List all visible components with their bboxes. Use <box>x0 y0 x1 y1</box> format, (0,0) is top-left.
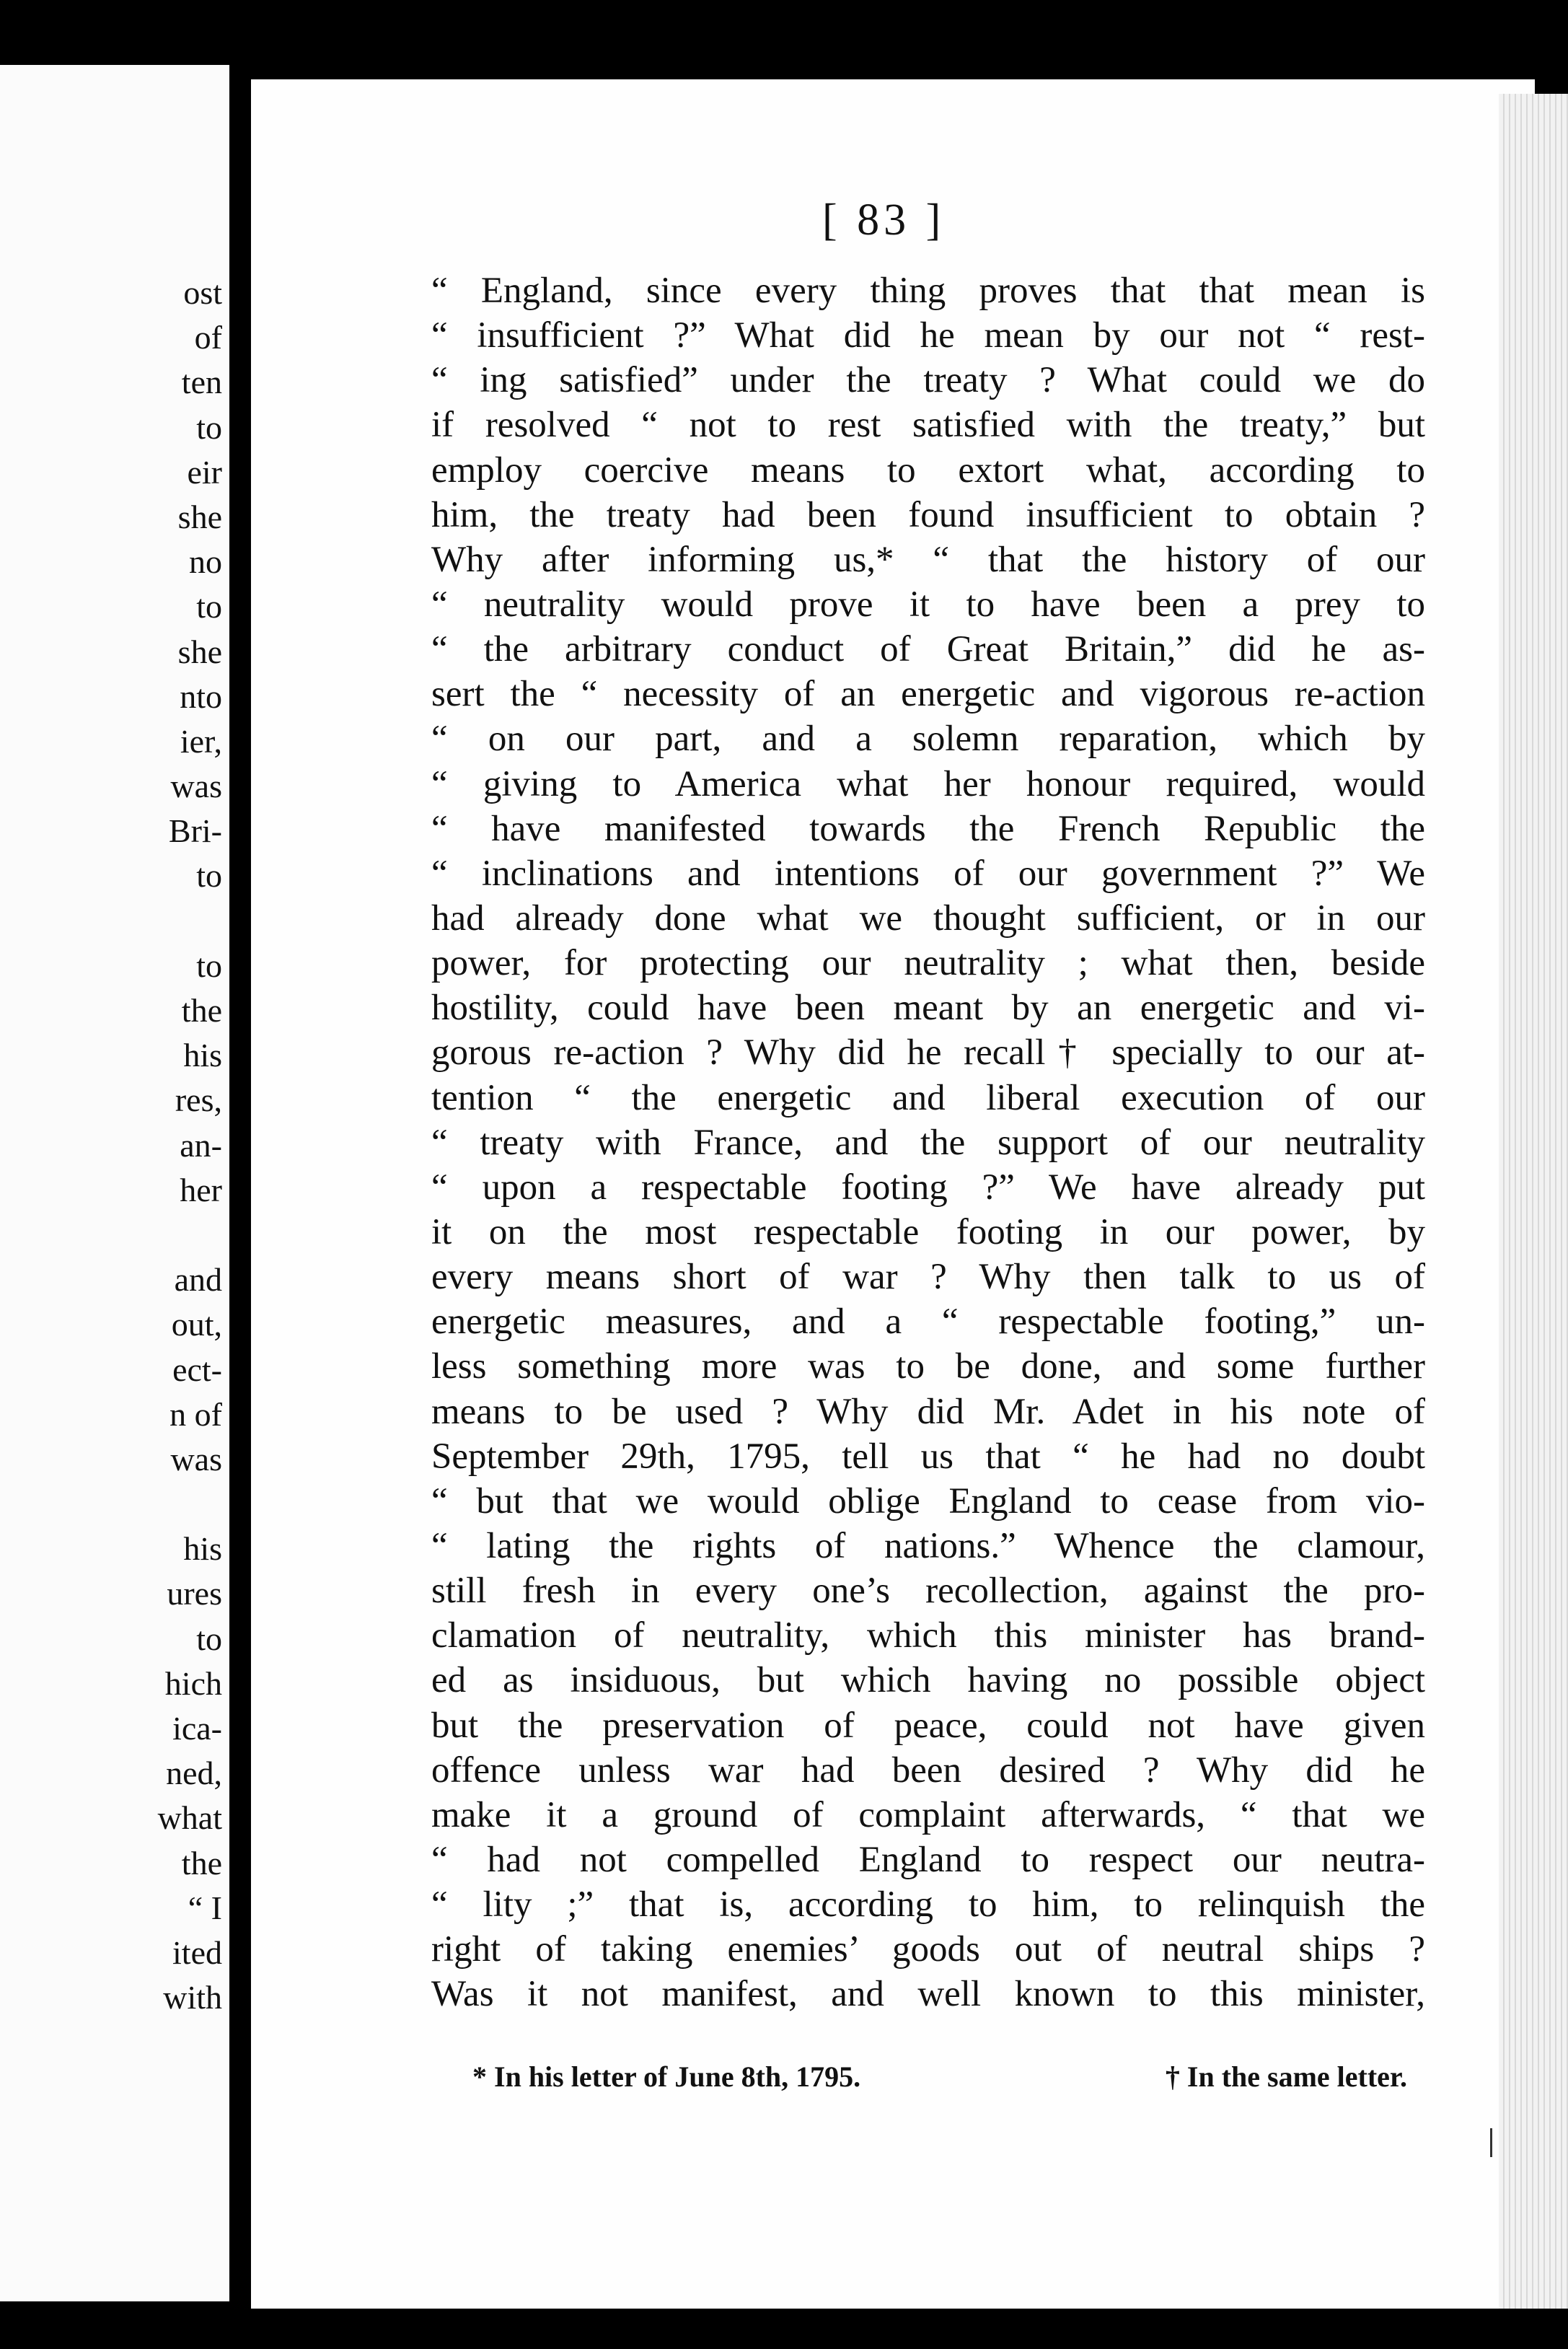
text-line: him, the treaty had been found insufficient to obtain ? <box>431 494 1425 535</box>
page-number: [ 83 ] <box>822 196 946 245</box>
facing-page-fragment: his <box>183 1530 222 1568</box>
facing-page-text-fragments <box>158 271 222 2020</box>
facing-page-fragment: to <box>196 947 222 984</box>
facing-page-fragment: with <box>163 1979 222 2016</box>
text-line: “ giving to America what her honour required, would <box>431 763 1425 804</box>
text-line: “ have manifested towards the French Republic the <box>431 808 1425 849</box>
text-line: make it a ground of complaint afterwards, “ that we <box>431 1794 1425 1835</box>
facing-page-left <box>0 65 229 2301</box>
text-line: means to be used ? Why did Mr. Adet in his note of <box>431 1391 1425 1432</box>
facing-page-fragment: n of <box>169 1395 222 1433</box>
text-line: sert the “ necessity of an energetic and vigorous re-action <box>431 674 1425 715</box>
facing-page-fragment: res, <box>175 1081 222 1119</box>
facing-page-fragment: an- <box>180 1126 222 1164</box>
text-line: but the preservation of peace, could not have given <box>431 1705 1425 1746</box>
facing-page-fragment: of <box>194 319 222 356</box>
facing-page-fragment: his <box>183 1037 222 1074</box>
text-line: September 29th, 1795, tell us that “ he had no doubt <box>431 1436 1425 1477</box>
facing-page-fragment: what <box>157 1799 222 1837</box>
facing-page-fragment: hich <box>164 1664 222 1702</box>
facing-page-fragment: was <box>170 768 222 805</box>
facing-page-fragment: the <box>181 992 222 1029</box>
book-gutter <box>229 0 251 2349</box>
text-line: employ coercive means to extort what, according to <box>431 449 1425 491</box>
text-line: “ treaty with France, and the support of our neutrality <box>431 1122 1425 1163</box>
text-line: “ lating the rights of nations.” Whence the clamour, <box>431 1525 1425 1566</box>
edge-mark <box>1490 2128 1492 2157</box>
text-line: “ on our part, and a solemn reparation, which by <box>431 719 1425 760</box>
text-line: had already done what we thought sufficient, or in our <box>431 897 1425 939</box>
text-line: offence unless war had been desired ? Why did he <box>431 1749 1425 1791</box>
text-line: Was it not manifest, and well known to this minister, <box>431 1974 1425 2015</box>
text-line: “ but that we would oblige England to cease from vio- <box>431 1480 1425 1522</box>
footnotes <box>472 2060 1407 2094</box>
text-line: “ England, since every thing proves that that mean is <box>431 271 1425 311</box>
facing-page-fragment: ect- <box>172 1351 222 1388</box>
facing-page-fragment: and <box>174 1261 222 1299</box>
text-line: gorous re-action ? Why did he recall† specially to our at- <box>431 1032 1425 1073</box>
text-line: clamation of neutrality, which this minister has brand- <box>431 1615 1425 1656</box>
text-line: every means short of war ? Why then talk to us of <box>431 1257 1425 1298</box>
facing-page-fragment: to <box>196 1620 222 1657</box>
text-line: energetic measures, and a “ respectable footing,” un- <box>431 1301 1425 1343</box>
facing-page-fragment: ten <box>181 364 222 401</box>
facing-page-fragment: Bri- <box>168 812 222 850</box>
text-line: it on the most respectable footing in our power, by <box>431 1211 1425 1252</box>
text-line: “ neutrality would prove it to have been a prey to <box>431 584 1425 625</box>
facing-page-fragment: her <box>180 1171 222 1208</box>
facing-page-fragment: eir <box>187 453 222 491</box>
facing-page-fragment: ier, <box>180 722 222 760</box>
text-line: tention “ the energetic and liberal execution of our <box>431 1077 1425 1118</box>
facing-page-fragment: ited <box>172 1933 222 1971</box>
facing-page-fragment: to <box>196 857 222 895</box>
page-edges <box>1499 94 1568 2316</box>
facing-page-fragment <box>158 1482 222 1527</box>
text-line: “ the arbitrary conduct of Great Britain,” did he as- <box>431 629 1425 670</box>
text-line: Why after informing us,* “ that the history of our <box>431 539 1425 580</box>
facing-page-fragment: ost <box>183 274 222 311</box>
facing-page-fragment: out, <box>171 1306 222 1343</box>
facing-page-fragment: the <box>181 1844 222 1882</box>
body-text <box>431 268 1425 2016</box>
text-line: power, for protecting our neutrality ; what then, beside <box>431 943 1425 984</box>
facing-page-fragment: to <box>196 588 222 625</box>
text-line: hostility, could have been meant by an energetic and vi- <box>431 988 1425 1029</box>
text-line: “ upon a respectable footing ?” We have already put <box>431 1167 1425 1208</box>
facing-page-fragment: no <box>189 543 222 581</box>
facing-page-fragment: ures <box>167 1575 222 1612</box>
footnote-right: † In the same letter. <box>1165 2060 1407 2093</box>
text-line: “ had not compelled England to respect our neutra- <box>431 1839 1425 1880</box>
text-line: less something more was to be done, and some further <box>431 1346 1425 1387</box>
scan-background-bottom <box>0 2309 1568 2349</box>
text-line: right of taking enemies’ goods out of neutral ships ? <box>431 1929 1425 1970</box>
text-line: “ insufficient ?” What did he mean by our not “ rest- <box>431 315 1425 356</box>
facing-page-fragment <box>158 899 222 944</box>
text-line: still fresh in every one’s recollection, against the pro- <box>431 1571 1425 1612</box>
facing-page-fragment: was <box>170 1440 222 1478</box>
text-line: “ lity ;” that is, according to him, to relinquish the <box>431 1884 1425 1926</box>
text-line: “ inclinations and intentions of our government ?” We <box>431 853 1425 894</box>
text-line: ed as insiduous, but which having no possible object <box>431 1660 1425 1701</box>
facing-page-fragment: ned, <box>166 1755 222 1792</box>
facing-page-fragment: ica- <box>172 1710 222 1747</box>
text-line: if resolved “ not to rest satisfied with the treaty,” but <box>431 405 1425 446</box>
facing-page-fragment: to <box>196 408 222 446</box>
facing-page-fragment: “ I <box>188 1889 222 1926</box>
text-line: “ ing satisfied” under the treaty ? What could we do <box>431 360 1425 401</box>
facing-page-fragment: she <box>177 633 222 670</box>
facing-page-fragment <box>158 1213 222 1257</box>
facing-page-fragment: nto <box>180 677 222 715</box>
facing-page-fragment: she <box>177 498 222 535</box>
footnote-left: * In his letter of June 8th, 1795. <box>472 2060 861 2093</box>
